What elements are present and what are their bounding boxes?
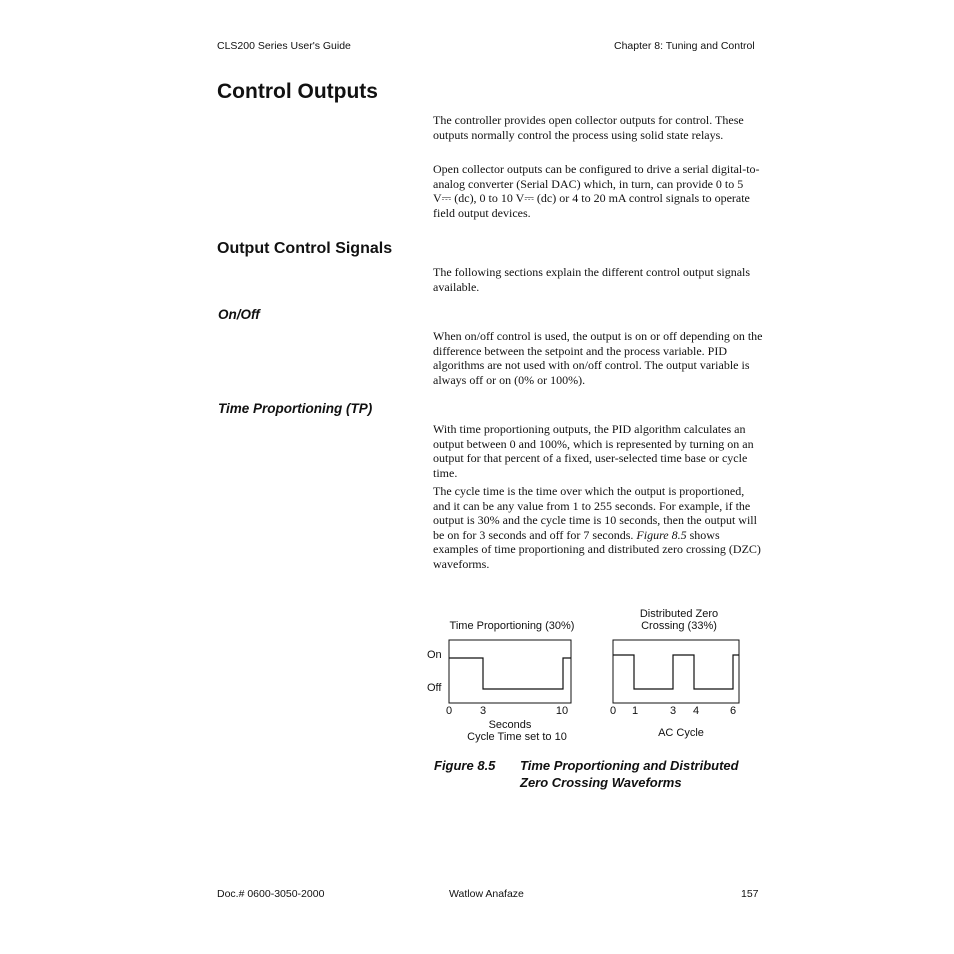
tp-xlabel: Seconds — [488, 719, 532, 731]
figure-caption-line-2: Zero Crossing Waveforms — [520, 775, 682, 790]
figure-reference: Figure 8.5 — [636, 527, 687, 542]
tp-title: Time Proportioning (TP) — [218, 401, 373, 416]
paragraph-onoff: When on/off control is used, the output is on or off depending on the difference between the setpoint and the process variable. PID algorithms are not used with on/off control. The output variable is always off or on (0% or 100%). — [433, 329, 763, 387]
tp-tick-10: 10 — [555, 705, 569, 717]
figure-caption-line-1: Time Proportioning and Distributed — [520, 758, 739, 773]
tp-figure-title: Time Proportioning (30%) — [449, 620, 575, 632]
section-title: Control Outputs — [217, 80, 378, 103]
paragraph-tp-1: With time proportioning outputs, the PID algorithm calculates an output between 0 and 100%, which is represented by turning on an output for that percent of a fixed, user-selected time base or cycle time. — [433, 422, 754, 480]
tp-text-after: shows examples of time proportioning and distributed zero crossing (DZC) waveforms. — [433, 527, 761, 571]
paragraph-outputs-1: The controller provides open collector outputs for control. These outputs normally control the process using solid state relays. — [433, 113, 744, 142]
paragraph-signals: The following sections explain the different control output signals available. — [433, 265, 751, 294]
header-chapter: Chapter 8: Tuning and Control — [614, 40, 755, 52]
dzc-tick-4: 4 — [692, 705, 700, 717]
dzc-figure-title-2: Crossing (33%) — [641, 620, 717, 632]
subsection-title: Output Control Signals — [217, 240, 393, 257]
tp-tick-0: 0 — [445, 705, 453, 717]
dzc-tick-3: 3 — [669, 705, 677, 717]
page-number: 157 — [741, 888, 759, 900]
dzc-tick-1: 1 — [631, 705, 639, 717]
dzc-waveform — [613, 655, 739, 689]
tp-text-before: The cycle time is the time over which the output is proportioned, and it can be any value from 1 to 255 seconds. For example, if the output is 30% and the cycle time is 10 seconds, then the output will be on for 3 seconds and off for 7 seconds. — [433, 484, 757, 542]
onoff-title: On/Off — [218, 307, 260, 322]
header-guide-title: CLS200 Series User's Guide — [217, 40, 351, 52]
figure-number: Figure 8.5 — [434, 758, 496, 773]
dzc-tick-6: 6 — [729, 705, 737, 717]
footer-company: Watlow Anafaze — [449, 888, 524, 900]
dzc-xlabel: AC Cycle — [658, 727, 704, 739]
dzc-figure-title: Distributed Zero — [639, 608, 719, 620]
tp-tick-3: 3 — [479, 705, 487, 717]
footer-doc-number: Doc.# 0600-3050-2000 — [217, 888, 325, 900]
tp-frame — [449, 640, 571, 703]
tp-waveform — [449, 658, 571, 689]
dzc-tick-0: 0 — [609, 705, 617, 717]
dzc-frame — [613, 640, 739, 703]
tp-xlabel-2: Cycle Time set to 10 — [467, 731, 567, 743]
off-label: Off — [427, 682, 442, 694]
paragraph-outputs-2: Open collector outputs can be configured to drive a serial digital-to-analog converter (Serial DAC) which, in turn, can provide 0 to 5 V⎓ (dc), 0 to 10 V⎓ (dc) or 4 to 20 mA control signals to operate field output devices. — [433, 162, 760, 220]
on-label: On — [427, 649, 442, 661]
